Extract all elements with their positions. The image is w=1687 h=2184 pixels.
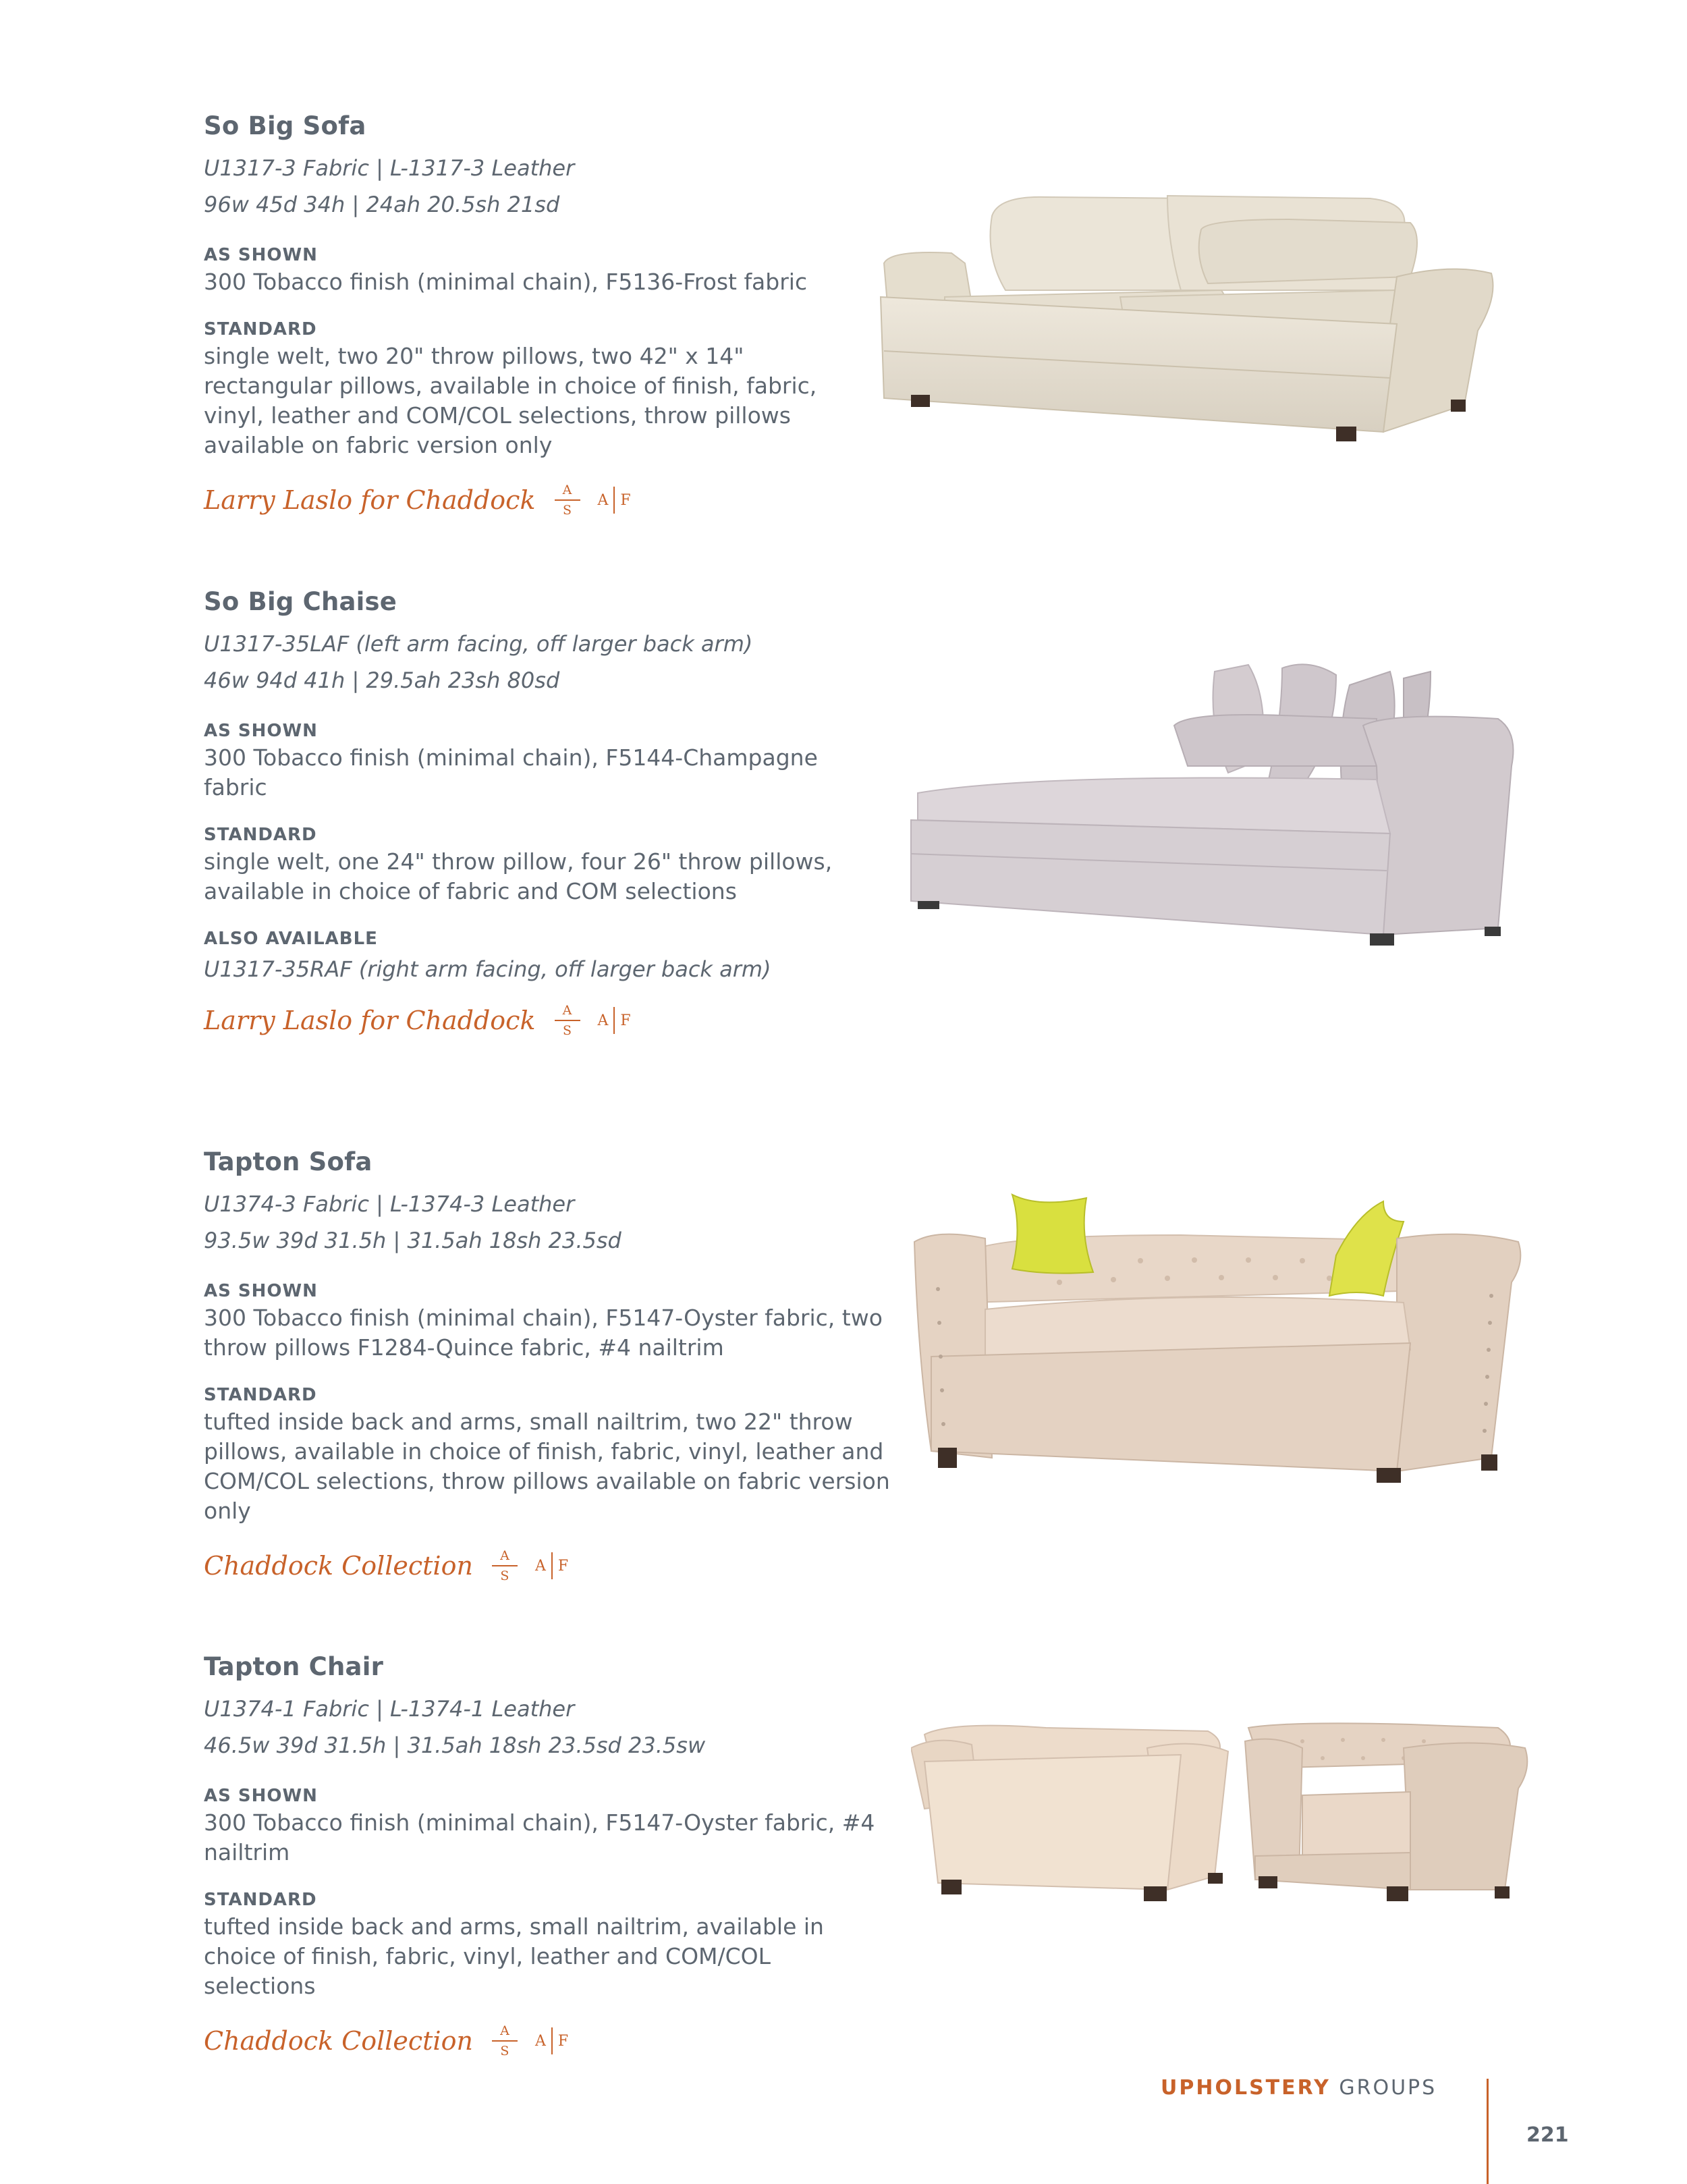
footer-divider bbox=[1487, 2079, 1489, 2184]
product-so-big-chaise bbox=[204, 587, 912, 1037]
product-title: Tapton Chair bbox=[204, 1652, 384, 1681]
also-available-label: ALSO AVAILABLE bbox=[204, 929, 378, 949]
standard-label: STANDARD bbox=[204, 1385, 317, 1405]
designer-name: Larry Laslo for Chaddock bbox=[204, 1006, 536, 1035]
designer-name: Chaddock Collection bbox=[204, 1551, 473, 1581]
designer-row bbox=[204, 1549, 912, 1583]
standard-label: STANDARD bbox=[204, 1890, 317, 1910]
as-af-mark: $\frac{A}{S}$ A F bbox=[555, 1004, 631, 1037]
as-shown-text: 300 Tobacco finish (minimal chain), F5147-Oyster fabric, #4 nailtrim bbox=[204, 1809, 875, 1865]
designer-name: Larry Laslo for Chaddock bbox=[204, 485, 536, 515]
standard-text: single welt, two 20" throw pillows, two 42" x 14" rectangular pillows, available in choice of finish, fabric, vinyl, leather and COM/COL selections, throw pillows available on fabric version only bbox=[204, 343, 817, 458]
page-number: 221 bbox=[1526, 2123, 1569, 2147]
so-big-chaise-image bbox=[904, 658, 1525, 968]
designer-row bbox=[204, 483, 912, 517]
footer-category-rest: GROUPS bbox=[1330, 2076, 1437, 2100]
as-shown-text: 300 Tobacco finish (minimal chain), F5136-Frost fabric bbox=[204, 269, 808, 295]
product-tapton-sofa bbox=[204, 1147, 912, 1583]
as-af-mark: $\frac{A}{S}$ A F bbox=[555, 483, 631, 517]
as-shown-label: AS SHOWN bbox=[204, 1281, 318, 1301]
product-dimensions: 46w 94d 41h | 29.5ah 23sh 80sd bbox=[204, 667, 560, 693]
designer-row bbox=[204, 1004, 912, 1037]
as-af-mark: $\frac{A}{S}$ A F bbox=[492, 2024, 568, 2058]
as-af-mark: $\frac{A}{S}$ A F bbox=[492, 1549, 568, 1583]
standard-text: tufted inside back and arms, small nailtrim, available in choice of finish, fabric, vinyl, leather and COM/COL selections bbox=[204, 1913, 824, 1999]
footer-category bbox=[1161, 2076, 1437, 2100]
as-shown-label: AS SHOWN bbox=[204, 1786, 318, 1806]
product-title: Tapton Sofa bbox=[204, 1147, 372, 1176]
standard-label: STANDARD bbox=[204, 825, 317, 845]
also-available-text: U1317-35RAF (right arm facing, off larger back arm) bbox=[204, 956, 771, 982]
designer-name: Chaddock Collection bbox=[204, 2026, 473, 2056]
product-dimensions: 93.5w 39d 31.5h | 31.5ah 18sh 23.5sd bbox=[204, 1228, 621, 1253]
standard-text: tufted inside back and arms, small nailtrim, two 22" throw pillows, available in choice of finish, fabric, vinyl, leather and COM/COL selections, throw pillows available on fabric version only bbox=[204, 1409, 890, 1524]
product-dimensions: 96w 45d 34h | 24ah 20.5sh 21sd bbox=[204, 192, 560, 217]
product-model: U1317-3 Fabric | L-1317-3 Leather bbox=[204, 155, 575, 181]
product-title: So Big Chaise bbox=[204, 587, 397, 616]
product-model: U1374-3 Fabric | L-1374-3 Leather bbox=[204, 1191, 575, 1217]
standard-text: single welt, one 24" throw pillow, four 26" throw pillows, available in choice of fabric and COM selections bbox=[204, 848, 833, 904]
so-big-sofa-image bbox=[870, 189, 1518, 486]
tapton-chair-image bbox=[911, 1721, 1552, 1923]
as-shown-text: 300 Tobacco finish (minimal chain), F5147-Oyster fabric, two throw pillows F1284-Quince fabric, #4 nailtrim bbox=[204, 1305, 883, 1361]
as-shown-label: AS SHOWN bbox=[204, 245, 318, 265]
product-tapton-chair bbox=[204, 1652, 912, 2058]
footer-category-accent: UPHOLSTERY bbox=[1161, 2076, 1331, 2100]
standard-label: STANDARD bbox=[204, 319, 317, 339]
product-model: U1374-1 Fabric | L-1374-1 Leather bbox=[204, 1696, 575, 1722]
tapton-sofa-image bbox=[911, 1188, 1525, 1485]
product-model: U1317-35LAF (left arm facing, off larger back arm) bbox=[204, 631, 753, 657]
as-shown-label: AS SHOWN bbox=[204, 721, 318, 741]
as-shown-text: 300 Tobacco finish (minimal chain), F5144-Champagne fabric bbox=[204, 744, 818, 800]
product-so-big-sofa bbox=[204, 111, 912, 517]
product-title: So Big Sofa bbox=[204, 111, 366, 140]
designer-row bbox=[204, 2024, 912, 2058]
product-dimensions: 46.5w 39d 31.5h | 31.5ah 18sh 23.5sd 23.5sw bbox=[204, 1732, 706, 1758]
